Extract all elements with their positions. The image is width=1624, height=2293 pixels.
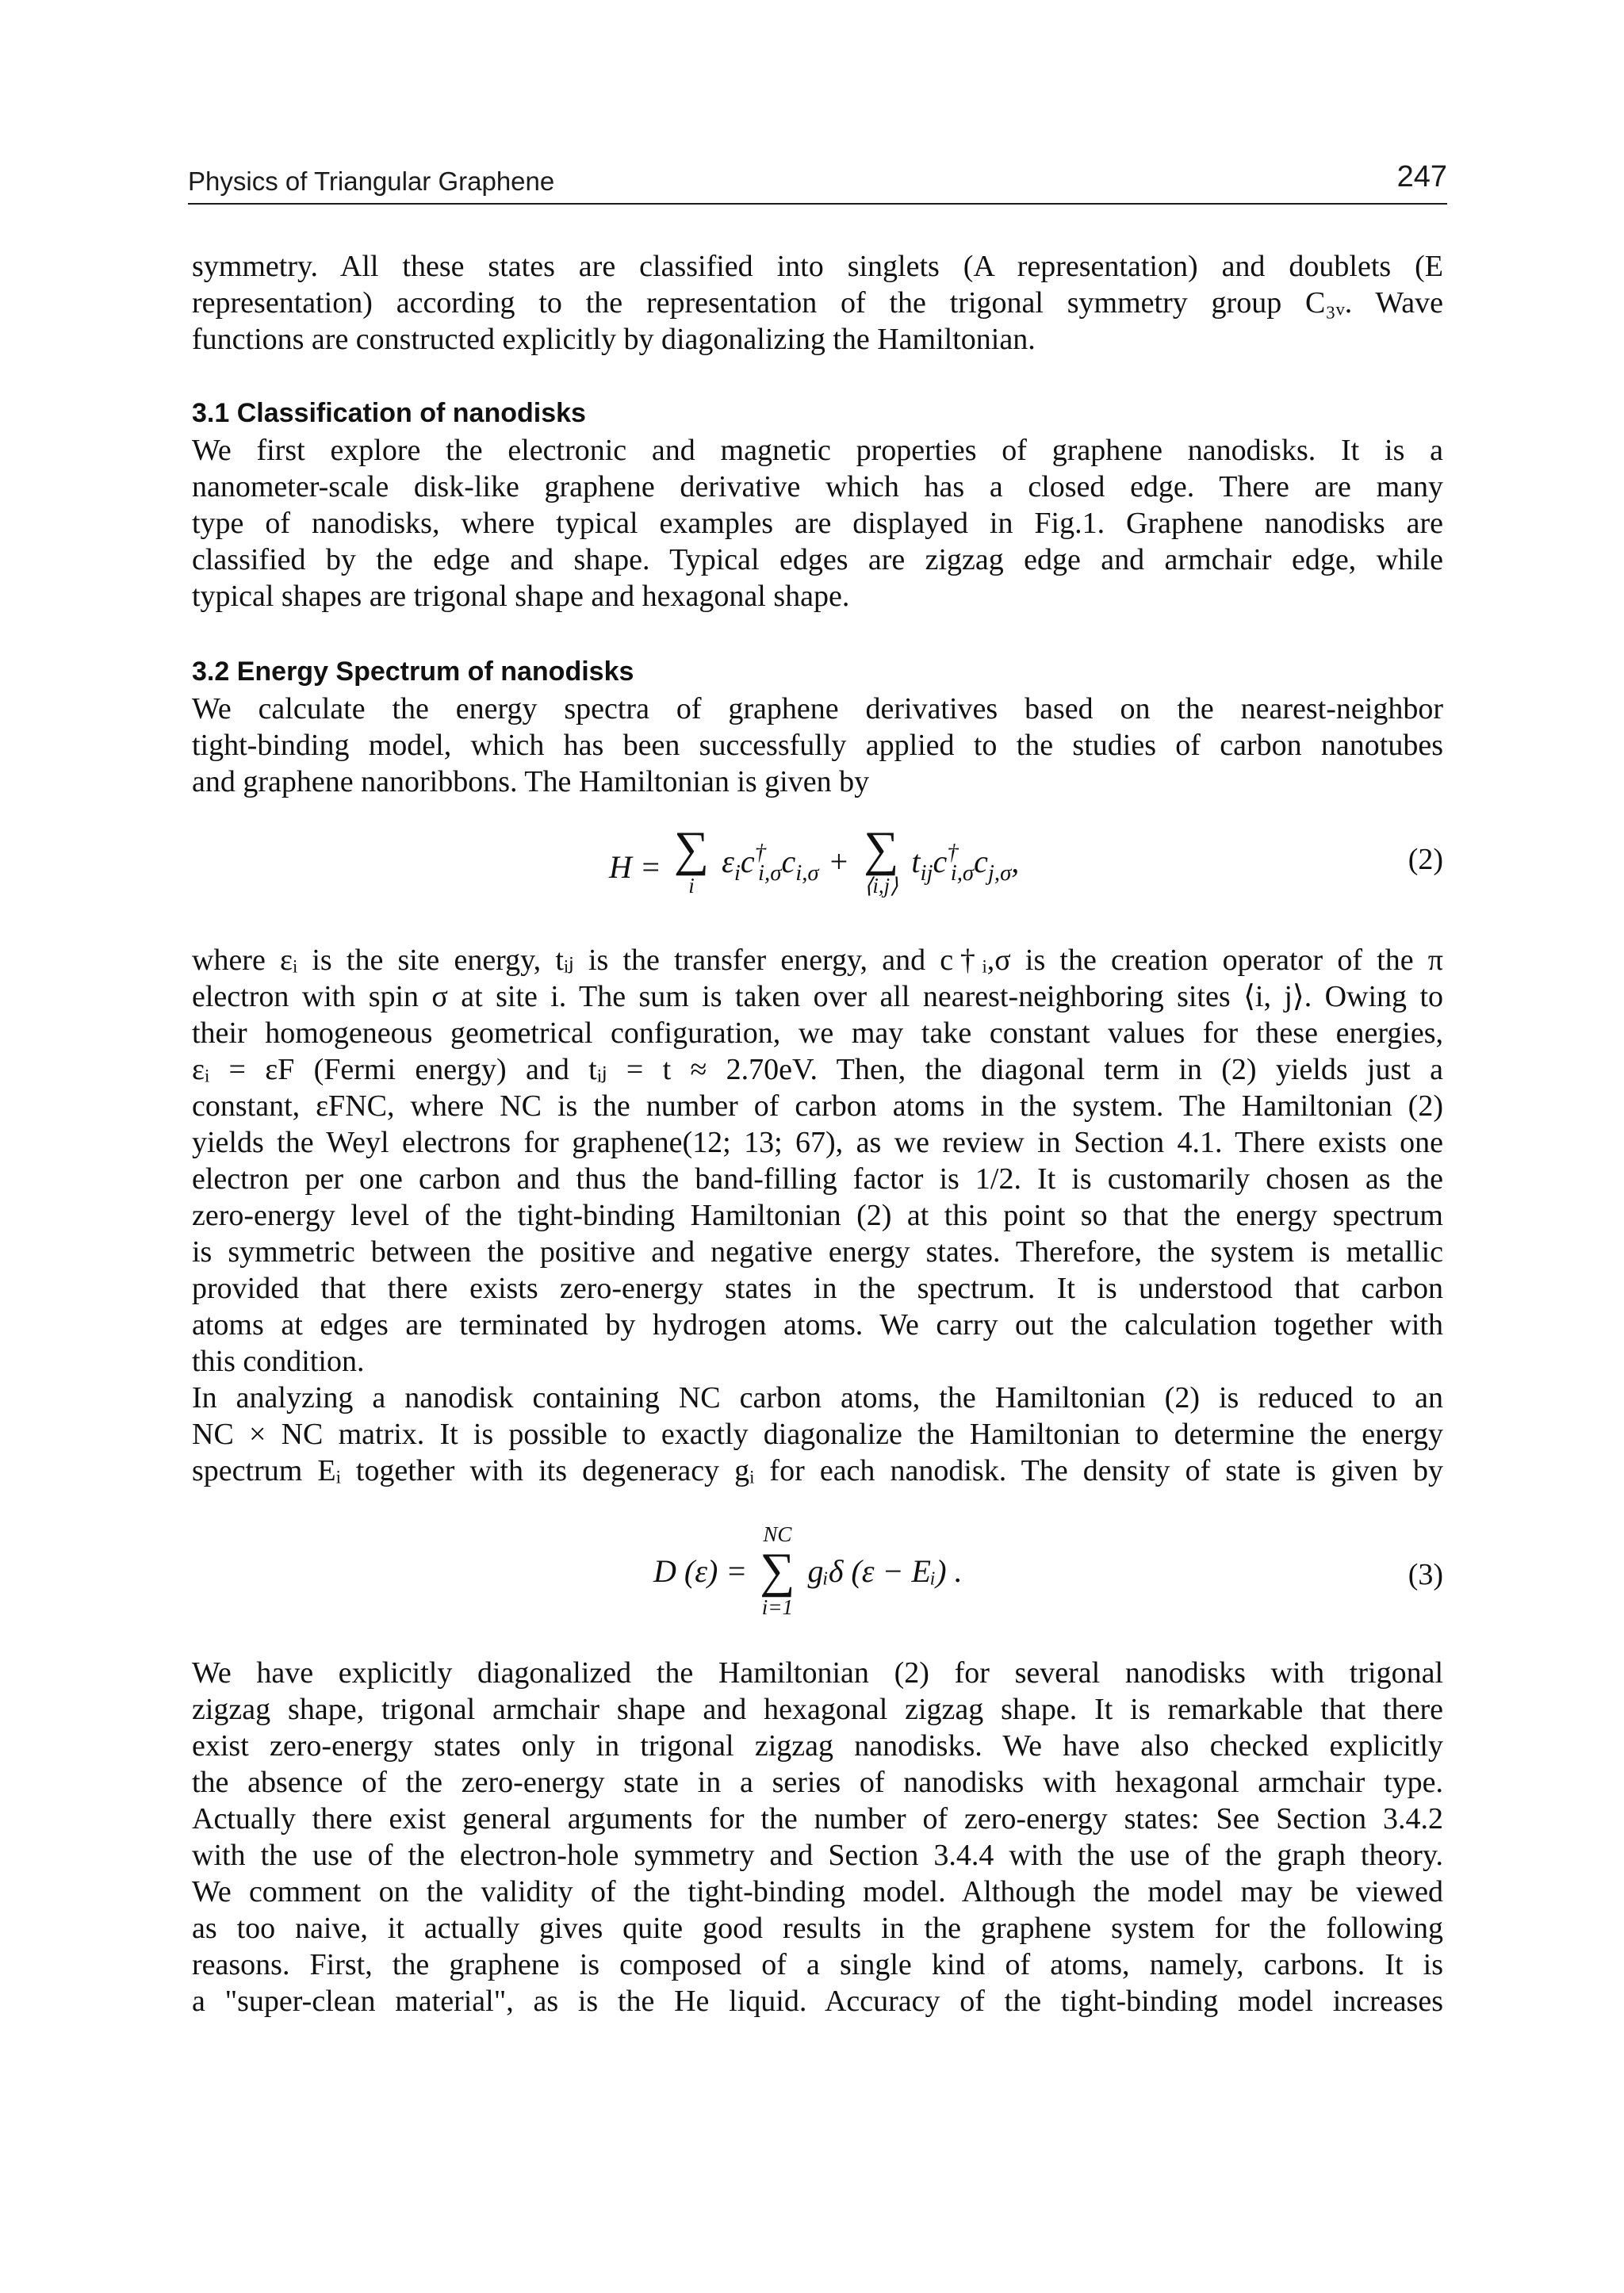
running-title: Physics of Triangular Graphene — [188, 167, 555, 196]
text-line: constant, εFNC, where NC is the number of carbon atoms in the system. The Hamiltonian (2) — [192, 1089, 1443, 1123]
eq2-plus: + — [829, 843, 848, 879]
text-line: nanometer-scale disk-like graphene derivative which has a closed edge. There are many — [192, 470, 1443, 503]
text-line: atoms at edges are terminated by hydrogen atoms. We carry out the calculation together with — [192, 1308, 1443, 1342]
eq2-sum-index-2: ⟨i,j⟩ — [864, 874, 898, 898]
text-line: zero-energy level of the tight-binding Hamiltonian (2) at this point so that the energy spectrum — [192, 1199, 1443, 1232]
section-heading-3-1: 3.1 Classification of nanodisks — [192, 398, 586, 428]
text-line: We have explicitly diagonalized the Hamiltonian (2) for several nanodisks with trigonal — [192, 1656, 1443, 1690]
text-line: is symmetric between the positive and negative energy states. Therefore, the system is metallic — [192, 1235, 1443, 1269]
text-line: the absence of the zero-energy state in a series of nanodisks with hexagonal armchair type. — [192, 1766, 1443, 1799]
eq3-body: gᵢδ (ε − Eᵢ) . — [807, 1552, 963, 1589]
equation-2-body — [609, 822, 1020, 912]
equation-3-body — [653, 1522, 963, 1625]
text-line: a "super-clean material", as is the He liquid. Accuracy of the tight-binding model increases — [192, 1985, 1443, 2018]
equation-3 — [0, 1522, 1624, 1625]
text-line: their homogeneous geometrical configuration, we may take constant values for these energies, — [192, 1016, 1443, 1050]
equation-2 — [0, 822, 1624, 912]
text-line: and graphene nanoribbons. The Hamiltonian is given by — [192, 765, 870, 798]
text-line: Actually there exist general arguments for the number of zero-energy states: See Section 3.4.2 — [192, 1802, 1443, 1836]
eq2-sum-1 — [673, 822, 710, 898]
text-line: εᵢ = εF (Fermi energy) and tᵢⱼ = t ≈ 2.70eV. Then, the diagonal term in (2) yields just a — [192, 1053, 1443, 1086]
eq3-upper-limit: NC — [763, 1522, 792, 1546]
eq2-lhs: H = — [609, 848, 661, 885]
equation-number-2: (2) — [1408, 843, 1443, 876]
sum-symbol: ∑ — [673, 822, 710, 876]
text-line: classified by the edge and shape. Typical edges are zigzag edge and armchair edge, while — [192, 543, 1443, 576]
text-line: type of nanodisks, where typical examples are displayed in Fig.1. Graphene nanodisks are — [192, 507, 1443, 540]
eq3-lhs: D (ε) = — [653, 1552, 748, 1589]
text-line: yields the Weyl electrons for graphene(12; 13; 67), as we review in Section 4.1. There exists one — [192, 1126, 1443, 1159]
eq2-sum-index-1: i — [688, 874, 695, 898]
text-line: as too naive, it actually gives quite good results in the graphene system for the following — [192, 1912, 1443, 1945]
text-line: this condition. — [192, 1345, 365, 1378]
running-header — [188, 160, 1447, 205]
section-heading-3-2: 3.2 Energy Spectrum of nanodisks — [192, 657, 634, 687]
text-line: In analyzing a nanodisk containing NC carbon atoms, the Hamiltonian (2) is reduced to an — [192, 1381, 1443, 1414]
text-line: provided that there exists zero-energy states in the spectrum. It is understood that carbon — [192, 1272, 1443, 1305]
text-line: symmetry. All these states are classified into singlets (A representation) and doublets (E — [192, 250, 1443, 283]
text-line: zigzag shape, trigonal armchair shape and hexagonal zigzag shape. It is remarkable that there — [192, 1693, 1443, 1726]
eq3-lower-limit: i=1 — [761, 1595, 793, 1619]
eq2-term-2: $t_{ij}c^\dagger_{i,\sigma}c_{j,\sigma}$, — [911, 839, 1020, 886]
text-line: We first explore the electronic and magnetic properties of graphene nanodisks. It is a — [192, 434, 1443, 467]
text-line: We calculate the energy spectra of graphene derivatives based on the nearest-neighbor — [192, 692, 1443, 725]
sum-symbol: ∑ — [760, 1544, 795, 1598]
page-number: 247 — [1396, 160, 1447, 193]
text-line: We comment on the validity of the tight-binding model. Although the model may be viewed — [192, 1875, 1443, 1908]
text-line: representation) according to the representation of the trigonal symmetry group C₃ᵥ. Wave — [192, 286, 1443, 320]
eq2-sum-2 — [864, 822, 899, 898]
text-line: reasons. First, the graphene is composed of a single kind of atoms, namely, carbons. It is — [192, 1948, 1443, 1981]
text-line: typical shapes are trigonal shape and hexagonal shape. — [192, 580, 850, 613]
text-line: tight-binding model, which has been successfully applied to the studies of carbon nanotubes — [192, 729, 1443, 762]
eq2-term-1: $\varepsilon_ic^\dagger_{i,\sigma}c_{i,\sigma}$ — [722, 839, 819, 886]
eq3-sum — [760, 1522, 795, 1619]
text-line: where εᵢ is the site energy, tᵢⱼ is the transfer energy, and c†ᵢ,σ is the creation operator of the π — [192, 944, 1443, 977]
header-rule — [188, 203, 1447, 205]
text-line: functions are constructed explicitly by diagonalizing the Hamiltonian. — [192, 323, 1036, 356]
text-line: spectrum Eᵢ together with its degeneracy gᵢ for each nanodisk. The density of state is given by — [192, 1454, 1443, 1487]
sum-symbol: ∑ — [864, 822, 899, 876]
equation-number-3: (3) — [1408, 1558, 1443, 1591]
text-line: with the use of the electron-hole symmetry and Section 3.4.4 with the use of the graph theory. — [192, 1839, 1443, 1872]
text-line: electron per one carbon and thus the band-filling factor is 1/2. It is customarily chosen as the — [192, 1162, 1443, 1196]
text-line: NC × NC matrix. It is possible to exactly diagonalize the Hamiltonian to determine the energy — [192, 1418, 1443, 1451]
text-line: electron with spin σ at site i. The sum is taken over all nearest-neighboring sites ⟨i, j⟩. Owing to — [192, 980, 1443, 1013]
text-line: exist zero-energy states only in trigonal zigzag nanodisks. We have also checked explicitly — [192, 1729, 1443, 1763]
